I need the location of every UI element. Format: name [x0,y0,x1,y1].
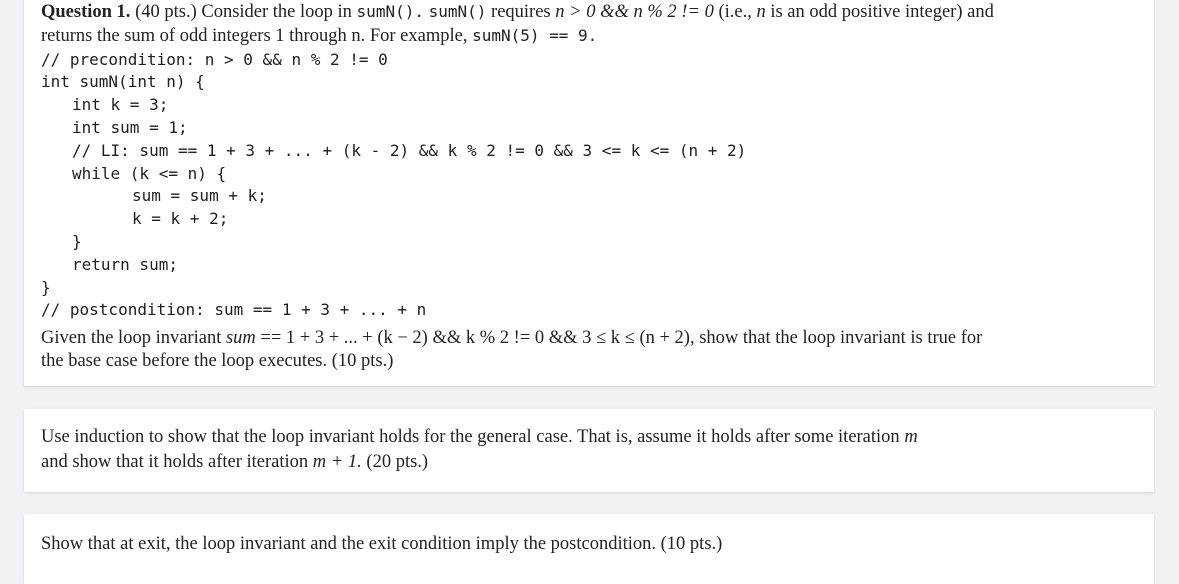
code-k-update: k = k + 2; [132,209,229,228]
code-function-close: } [41,278,51,297]
part-2-points: (20 pts.) [366,452,429,472]
fn-name-code: sumN(). [356,2,424,21]
given-line-1 [41,326,1139,350]
fn-name-code-2: sumN() [428,2,487,21]
code-postcondition-comment: // postcondition: sum == 1 + 3 + ... + n [41,300,427,319]
code-sum-update: sum = sum + k; [132,186,267,205]
example-code: sumN(5) == 9. [472,26,598,45]
question-1-intro-line-2 [41,24,1139,48]
code-sum-init: int sum = 1; [72,118,188,137]
part-2-text-2: and show that it holds after iteration [41,452,309,472]
given-text: Given the loop invariant [41,328,222,348]
m-variable: m [904,427,918,447]
intro-text-tail: is an odd positive integer) and [770,2,994,22]
code-k-init: int k = 3; [72,95,169,114]
sum-variable: sum [225,328,256,348]
code-function-signature: int sumN(int n) { [41,72,205,91]
code-return: return sum; [72,255,178,274]
part-2-line-2 [41,450,1139,474]
code-loop-invariant-comment: // LI: sum == 1 + 3 + ... + (k - 2) && k % 2 != 0 && 3 <= k <= (n + 2) [72,141,747,160]
precondition-math: n > 0 && n % 2 != 0 [555,2,714,22]
intro-text-ie: (i.e., [718,2,752,22]
question-1-card [24,0,1154,386]
code-while-close: } [72,232,82,251]
m-plus-one: m + 1. [312,452,362,472]
intro-line-2-text: returns the sum of odd integers 1 through n. For example, [41,26,468,46]
question-1-intro-line-1 [41,0,1139,24]
n-variable: n [756,2,766,22]
code-while-header: while (k <= n) { [72,164,227,183]
part-3-text: Show that at exit, the loop invariant and the exit condition imply the postcondition. (10 pts.) [41,534,723,554]
intro-text-requires: requires [491,2,551,22]
given-line-2: the base case before the loop executes. (10 pts.) [41,351,394,371]
intro-text: Consider the loop in [201,2,352,22]
part-2-text-1: Use induction to show that the loop invariant holds for the general case. That is, assume it holds after some iteration [41,427,900,447]
question-points: (40 pts.) [135,2,197,22]
code-precondition-comment: // precondition: n > 0 && n % 2 != 0 [41,50,388,69]
invariant-math: == 1 + 3 + ... + (k − 2) && k % 2 != 0 && 3 ≤ k ≤ (n + 2), show that the loop invariant is true for [260,328,983,348]
question-heading: Question 1. [41,2,131,22]
part-2-card [24,409,1154,492]
part-2-line-1 [41,425,1139,449]
